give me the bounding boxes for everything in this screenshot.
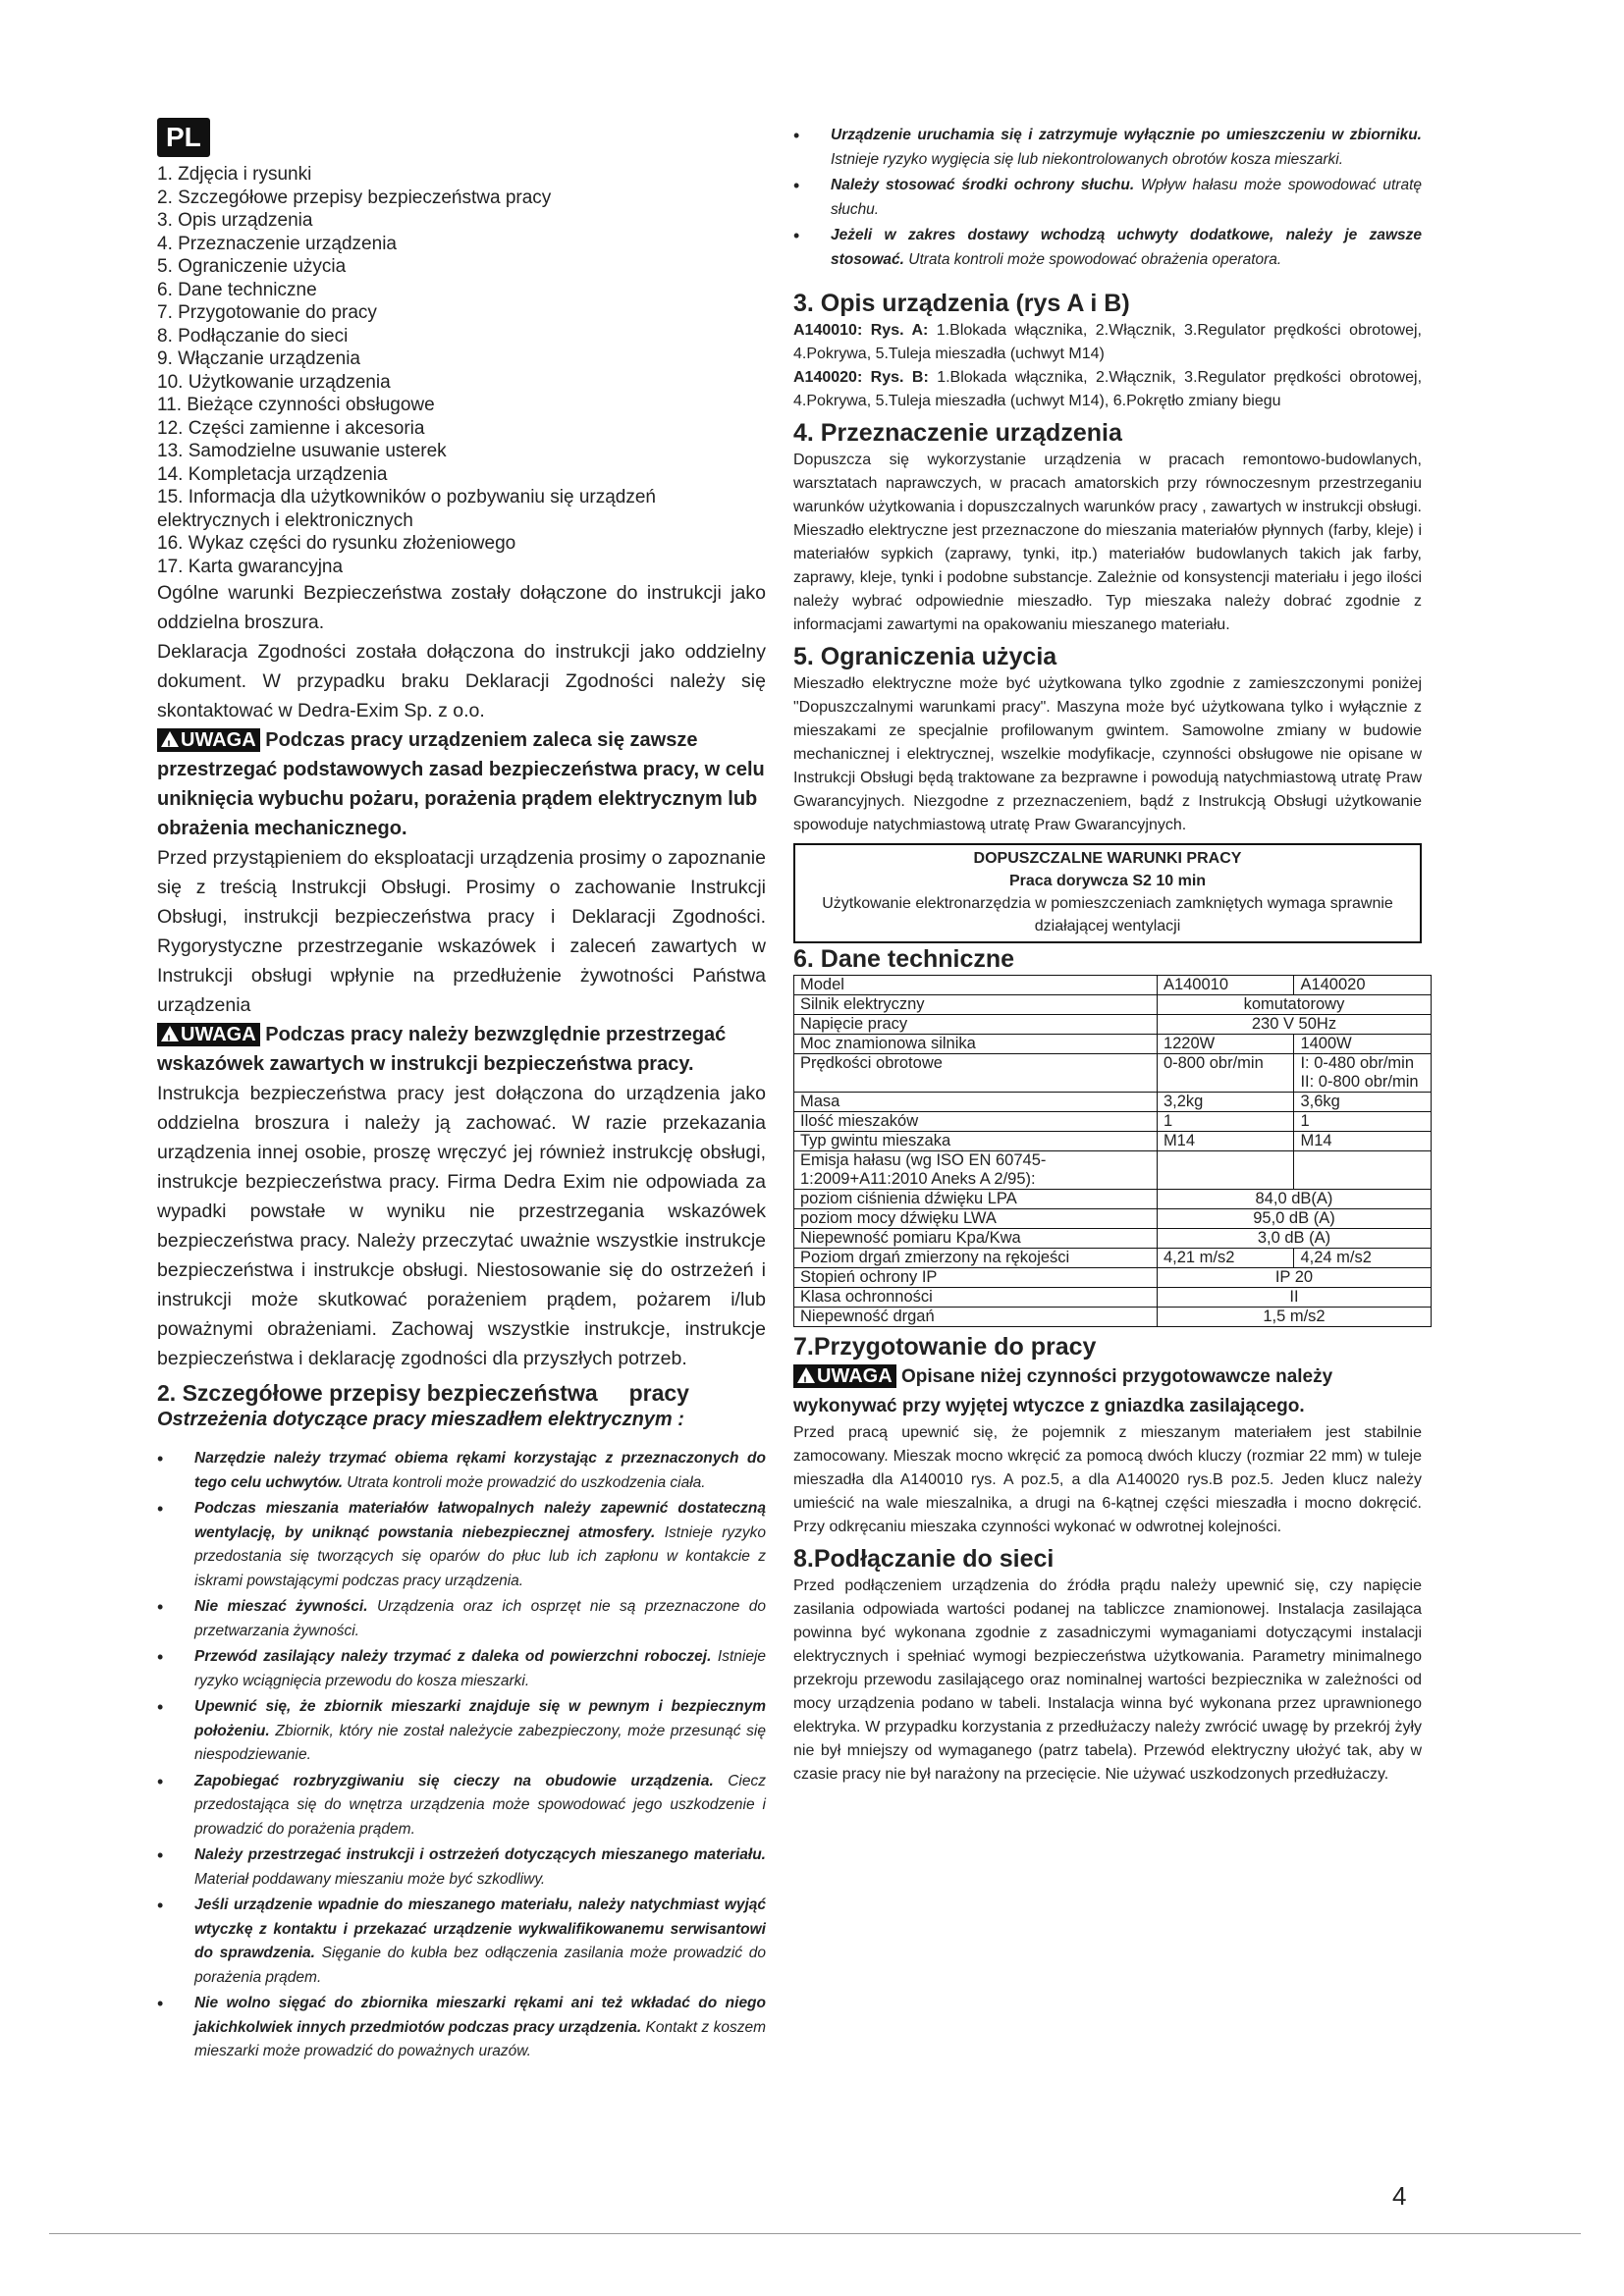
footer-rule <box>49 2233 1581 2234</box>
table-row <box>794 1268 1432 1288</box>
intro-paragraph-1: Ogólne warunki Bezpieczeństwa zostały dołączone do instrukcji jako oddzielna broszura. <box>157 582 766 633</box>
right-column <box>793 124 1422 1787</box>
table-cell-label: poziom ciśnienia dźwięku LPA <box>794 1190 1158 1209</box>
table-row <box>794 995 1432 1015</box>
table-cell-value: 84,0 dB(A) <box>1157 1190 1431 1209</box>
section-7-text: Przed pracą upewnić się, że pojemnik z mieszanym materiałem jest stabilnie zamocowany. Mieszak mocno wkręcić za pomocą dwóch kluczy (rozmiar 22 mm) w tuleje mieszadła dla A140010 rys. A poz.5, a dla A140020 rys.B poz.5. Jeden klucz należy umieścić na wale mieszalnika, a drugi na 6-kątnej części mieszadła i mocno dokręcić. Przy odkręcaniu mieszaka czynności wykonać w odwrotnej kolejności. <box>793 1424 1422 1535</box>
work-conditions-box <box>793 843 1422 943</box>
warning-triangle-icon <box>797 1367 815 1383</box>
table-cell-value: M14 <box>1294 1132 1432 1151</box>
safety-item: • Nie wolno sięgać do zbiornika mieszarki rękami ani też wkładać do niego jakichkolwiek innych przedmiotów podczas pracy urządzenia. Kontakt z koszem mieszarki może prowadzić do poważnych urazów. <box>157 1992 766 2064</box>
table-cell-label: Napięcie pracy <box>794 1015 1158 1035</box>
safety-item: • Nie mieszać żywności. Urządzenia oraz ich osprzęt nie są przeznaczone do przetwarzania żywności. <box>157 1595 766 1643</box>
warning-triangle-icon <box>161 731 179 747</box>
toc-item: 5. Ograniczenie użycia <box>157 256 347 277</box>
toc-item: 1. Zdjęcia i rysunki <box>157 164 312 185</box>
section-6-title: 6. Dane techniczne <box>793 945 1015 973</box>
table-cell-label: Prędkości obrotowe <box>794 1054 1158 1093</box>
table-row <box>794 1209 1432 1229</box>
table-row <box>794 1229 1432 1249</box>
table-cell-label: Moc znamionowa silnika <box>794 1035 1158 1054</box>
toc-item: 14. Kompletacja urządzenia <box>157 463 388 485</box>
toc-item: 17. Karta gwarancyjna <box>157 556 344 577</box>
table-cell-value: 1 <box>1157 1112 1294 1132</box>
warning-badge: !UWAGA <box>793 1364 896 1388</box>
table-cell-value: 1 <box>1294 1112 1432 1132</box>
toc-item: 4. Przeznaczenie urządzenia <box>157 233 397 254</box>
table-row <box>794 976 1432 995</box>
table-cell-value: komutatorowy <box>1157 995 1431 1015</box>
table-row <box>794 1308 1432 1327</box>
section-2-title: 2. Szczegółowe przepisy bezpieczeństwa pracy <box>157 1380 689 1406</box>
warning-1: !UWAGA Podczas pracy urządzeniem zaleca się zawsze przestrzegać podstawowych zasad bezpieczeństwa pracy, w celu uniknięcia wybuchu pożaru, porażenia prądem elektrycznym lub obrażenia mechanicznego. <box>157 725 766 843</box>
toc-item: 2. Szczegółowe przepisy bezpieczeństwa pracy <box>157 187 552 208</box>
toc-item: 11. Bieżące czynności obsługowe <box>157 395 435 415</box>
toc-item: 15. Informacja dla użytkowników o pozbywaniu się urządzeń elektrycznych i elektronicznych <box>157 487 656 531</box>
language-badge: PL <box>157 118 210 157</box>
page-number: 4 <box>1392 2181 1407 2211</box>
table-cell-label: Stopień ochrony IP <box>794 1268 1158 1288</box>
section-3-b: A140020: Rys. B: 1.Blokada włącznika, 2.Włącznik, 3.Regulator prędkości obrotowej, 4.Pokrywa, 5.Tuleja mieszadła (uchwyt M14), 6.Pokrętło zmiany biegu <box>793 369 1423 409</box>
section-7-title: 7.Przygotowanie do pracy <box>793 1333 1097 1361</box>
table-row <box>794 1015 1432 1035</box>
toc-item: 6. Dane techniczne <box>157 279 317 300</box>
toc-item: 12. Części zamienne i akcesoria <box>157 417 425 439</box>
table-cell-value: 230 V 50Hz <box>1157 1015 1431 1035</box>
table-cell-value: 4,21 m/s2 <box>1157 1249 1294 1268</box>
table-cell-value: 3,0 dB (A) <box>1157 1229 1431 1249</box>
work-conditions-title: DOPUSZCZALNE WARUNKI PRACY <box>973 850 1242 867</box>
toc-item: 3. Opis urządzenia <box>157 210 313 231</box>
safety-item: • Jeżeli w zakres dostawy wchodzą uchwyty dodatkowe, należy je zawsze stosować. Utrata kontroli może spowodować obrażenia operatora. <box>793 224 1422 272</box>
table-cell-value: 0-800 obr/min <box>1157 1054 1294 1093</box>
safety-item: • Przewód zasilający należy trzymać z daleka od powierzchni roboczej. Istnieje ryzyko wciągnięcia przewodu do kosza mieszarki. <box>157 1645 766 1693</box>
table-cell-value: M14 <box>1157 1132 1294 1151</box>
intro-paragraph-2: Deklaracja Zgodności została dołączona do instrukcji jako oddzielny dokument. W przypadku braku Deklaracji Zgodności należy się skontaktować w Dedra-Exim Sp. z o.o. <box>157 641 766 721</box>
table-cell-value: A140020 <box>1294 976 1432 995</box>
safety-item: • Należy przestrzegać instrukcji i ostrzeżeń dotyczących mieszanego materiału. Materiał poddawany mieszaniu może być szkodliwy. <box>157 1843 766 1892</box>
table-of-contents <box>157 163 766 578</box>
table-cell-label: Model <box>794 976 1158 995</box>
tech-data-table <box>793 975 1432 1327</box>
toc-item: 8. Podłączanie do sieci <box>157 325 349 347</box>
toc-item: 9. Włączanie urządzenia <box>157 348 360 369</box>
work-conditions-text: Użytkowanie elektronarzędzia w pomieszczeniach zamkniętych wymaga sprawnie działającej wentylacji <box>822 895 1393 934</box>
table-cell-value: II <box>1157 1288 1431 1308</box>
table-cell-value <box>1294 1151 1432 1190</box>
section-8-text: Przed podłączeniem urządzenia do źródła prądu należy upewnić się, czy napięcie zasilania odpowiada wartości podanej na tabliczce znamionowej. Instalacja zasilająca powinna być wykonana zgodnie z zasadniczymi wymaganiami dotyczącymi instalacji elektrycznych i spełniać wymogi bezpieczeństwa użytkowania. Parametry minimalnego przekroju przewodu zasilającego oraz nominalnej wartości bezpiecznika w zależności od mocy urządzenia podano w tabeli. Instalacja winna być wykonana przez uprawnionego elektryka. W przypadku korzystania z przedłużaczy należy zwrócić uwagę by przekrój żyły nie był mniejszy od wymaganego (patrz tabela). Przewód elektryczny ułożyć tak, aby w czasie pracy nie był narażony na przecięcie. Nie używać uszkodzonych przedłużaczy. <box>793 1577 1422 1783</box>
safety-item: • Należy stosować środki ochrony słuchu. Wpływ hałasu może spowodować utratę słuchu. <box>793 174 1422 222</box>
table-cell-value: 4,24 m/s2 <box>1294 1249 1432 1268</box>
table-cell-label: Klasa ochronności <box>794 1288 1158 1308</box>
intro-paragraph-3: Przed przystąpieniem do eksploatacji urządzenia prosimy o zapoznanie się z treścią Instrukcji Obsługi. Prosimy o zachowanie Instrukcji Obsługi, instrukcji bezpieczeństwa pracy i Deklaracji Zgodności. Rygorystyczne przestrzeganie wskazówek i zaleceń zawartych w Instrukcji obsługi wpłynie na przedłużenie żywotności Państwa urządzenia <box>157 847 766 1016</box>
safety-item: • Podczas mieszania materiałów łatwopalnych należy zapewnić dostateczną wentylację, by uniknąć powstania niebezpiecznej atmosfery. Istnieje ryzyko przedostania się tworzących się oparów do płuc lub ich zapłonu w kontakcie z iskrami powstającymi podczas pracy urządzenia. <box>157 1497 766 1593</box>
table-cell-value: A140010 <box>1157 976 1294 995</box>
toc-item: 10. Użytkowanie urządzenia <box>157 371 391 393</box>
section-8-title: 8.Podłączanie do sieci <box>793 1545 1055 1573</box>
section-5-text: Mieszadło elektryczne może być użytkowana tylko zgodnie z zamieszczonymi poniżej "Dopuszczalnymi warunkami pracy". Maszyna może być użytkowana tylko i wyłącznie z mieszakami ze specjalnie profilowanym gwintem. Samowolne zmiany w budowie mechanicznej i elektrycznej, wszelkie modyfikacje, czynności obsługowe nie opisane w Instrukcji Obsługi będą traktowane za bezprawne i powodują natychmiastową utratę Praw Gwarancyjnych. Niezgodne z przeznaczeniem, bądź z Instrukcją Obsługi użytkowanie spowoduje natychmiastową utratę Praw Gwarancyjnych. <box>793 675 1422 833</box>
safety-item: • Upewnić się, że zbiornik mieszarki znajduje się w pewnym i bezpiecznym położeniu. Zbiornik, który nie został należycie zabezpieczony, może przesunąć się niespodziewanie. <box>157 1695 766 1768</box>
table-cell-label: Poziom drgań zmierzony na rękojeści <box>794 1249 1158 1268</box>
table-cell-label: Masa <box>794 1093 1158 1112</box>
table-cell-label: Ilość mieszaków <box>794 1112 1158 1132</box>
safety-item: • Zapobiegać rozbryzgiwaniu się cieczy na obudowie urządzenia. Ciecz przedostająca się do wnętrza urządzenia może spowodować jego uszkodzenie i prowadzić do porażenia prądem. <box>157 1770 766 1842</box>
section-4-title: 4. Przeznaczenie urządzenia <box>793 419 1122 447</box>
table-row <box>794 1288 1432 1308</box>
section-5-title: 5. Ograniczenia użycia <box>793 643 1057 670</box>
safety-item: • Urządzenie uruchamia się i zatrzymuje wyłącznie po umieszczeniu w zbiorniku. Istnieje ryzyko wygięcia się lub niekontrolowanych obrotów kosza mieszarki. <box>793 124 1422 172</box>
table-cell-value: 1220W <box>1157 1035 1294 1054</box>
table-cell-label: Niepewność drgań <box>794 1308 1158 1327</box>
table-cell-label: Typ gwintu mieszaka <box>794 1132 1158 1151</box>
table-row <box>794 1093 1432 1112</box>
section-3-a: A140010: Rys. A: 1.Blokada włącznika, 2.Włącznik, 3.Regulator prędkości obrotowej, 4.Pokrywa, 5.Tuleja mieszadła (uchwyt M14) <box>793 322 1423 362</box>
intro-paragraph-4: Instrukcja bezpieczeństwa pracy jest dołączona do urządzenia jako oddzielna broszura i należy ją zachować. W razie przekazania urządzenia innej osobie, proszę wręczyć jej również instrukcję obsługi, instrukcje bezpieczeństwa pracy. Firma Dedra Exim nie odpowiada za wypadki powstałe w wyniku nie przestrzegania wskazówek bezpieczeństwa pracy. Należy przeczytać uważnie wszystkie instrukcje bezpieczeństwa i instrukcje obsługi. Niestosowanie się do ostrzeżeń i instrukcji może skutkować porażeniem prądem, pożarem i/lub poważnymi obrażeniami. Zachowaj wszystkie instrukcje, instrukcje bezpieczeństwa i deklarację zgodności dla przyszłych potrzeb. <box>157 1083 766 1369</box>
toc-item: 7. Przygotowanie do pracy <box>157 302 377 323</box>
table-row <box>794 1151 1432 1190</box>
table-row <box>794 1132 1432 1151</box>
work-conditions-duty: Praca dorywcza S2 10 min <box>1008 873 1207 889</box>
table-cell-label: Emisja hałasu (wg ISO EN 60745-1:2009+A11:2010 Aneks A 2/95): <box>794 1151 1158 1190</box>
table-cell-value: 3,2kg <box>1157 1093 1294 1112</box>
warning-badge: !UWAGA <box>157 1023 260 1046</box>
safety-list-left <box>157 1447 766 2064</box>
table-row <box>794 1190 1432 1209</box>
table-row <box>794 1035 1432 1054</box>
table-row <box>794 1249 1432 1268</box>
left-column <box>157 118 766 2066</box>
section-2-subtitle: Ostrzeżenia dotyczące pracy mieszadłem elektrycznym : <box>157 1409 684 1430</box>
warning-badge: !UWAGA <box>157 728 260 752</box>
table-cell-label: Niepewność pomiaru Kpa/Kwa <box>794 1229 1158 1249</box>
table-cell-label: Silnik elektryczny <box>794 995 1158 1015</box>
table-cell-value: 3,6kg <box>1294 1093 1432 1112</box>
warning-2: !UWAGA Podczas pracy należy bezwzględnie przestrzegać wskazówek zawartych w instrukcji bezpieczeństwa pracy. <box>157 1020 766 1079</box>
table-cell-label: poziom mocy dźwięku LWA <box>794 1209 1158 1229</box>
table-cell-value: IP 20 <box>1157 1268 1431 1288</box>
table-cell-value: 95,0 dB (A) <box>1157 1209 1431 1229</box>
table-cell-value: I: 0-480 obr/min II: 0-800 obr/min <box>1294 1054 1432 1093</box>
safety-item: • Narzędzie należy trzymać obiema rękami korzystając z przeznaczonych do tego celu uchwytów. Utrata kontroli może prowadzić do uszkodzenia ciała. <box>157 1447 766 1495</box>
section-7-warning: !UWAGA Opisane niżej czynności przygotowawcze należy wykonywać przy wyjętej wtyczce z gniazdka zasilającego. <box>793 1362 1422 1421</box>
table-row <box>794 1112 1432 1132</box>
table-cell-value: 1400W <box>1294 1035 1432 1054</box>
toc-item: 13. Samodzielne usuwanie usterek <box>157 441 447 461</box>
table-row <box>794 1054 1432 1093</box>
safety-item: • Jeśli urządzenie wpadnie do mieszanego materiału, należy natychmiast wyjąć wtyczkę z kontaktu i przekazać urządzenie wykwalifikowanemu serwisantowi do sprawdzenia. Sięganie do kubła bez odłączenia zasilania może prowadzić do porażenia prądem. <box>157 1894 766 1990</box>
safety-list-right <box>793 124 1422 272</box>
section-4-text: Dopuszcza się wykorzystanie urządzenia w pracach remontowo-budowlanych, warsztatach naprawczych, w pracach amatorskich przy równoczesnym przestrzeganiu warunków użytkowania i dopuszczalnych warunków pracy , zawartych w instrukcji obsługi. Mieszadło elektryczne jest przeznaczone do mieszania materiałów płynnych (farby, kleje) i materiałów sypkich (zaprawy, tynki, itp.) materiałów budowlanych takich jak farby, zaprawy, kleje, tynki i podobne substancje. Zależnie od konsystencji materiału i jego ilości należy wybrać odpowiednie mieszadło. Typ mieszaka należy dobrać zgodnie z informacjami zawartymi na opakowaniu mieszanego materiału. <box>793 452 1422 633</box>
section-3-title: 3. Opis urządzenia (rys A i B) <box>793 290 1130 317</box>
table-cell-value: 1,5 m/s2 <box>1157 1308 1431 1327</box>
warning-triangle-icon <box>161 1026 179 1041</box>
table-cell-value <box>1157 1151 1294 1190</box>
toc-item: 16. Wykaz części do rysunku złożeniowego <box>157 533 516 554</box>
